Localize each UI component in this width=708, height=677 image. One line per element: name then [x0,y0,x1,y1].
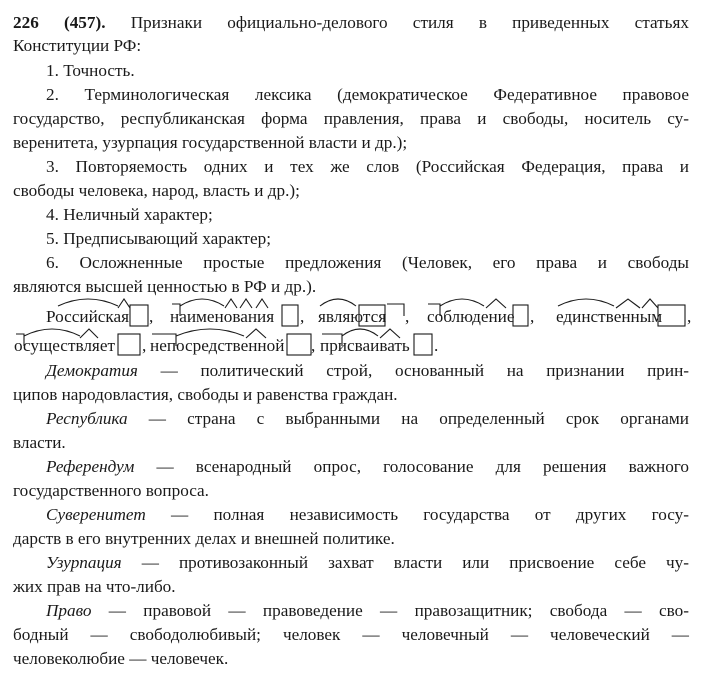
exercise-title-line-2: Конституции РФ: [13,36,142,55]
cognates-line: бодный — свободолюбивый; человек — человечный — человеческий — [13,625,689,644]
feature-line: 3. Повторяемость одних и тех же слов (Российская Федерация, права и [46,157,689,176]
definition-line: Узурпация — противозаконный захват власти или присвоение себе чу- [46,553,689,572]
root-arc [440,299,484,306]
root-arc [180,299,224,306]
root-arc [320,299,356,306]
feature-line: 2. Терминологическая лексика (демократическое Федеративное правовое [46,85,689,104]
feature-line: 5. Предписывающий характер; [46,229,272,248]
definition-term: Республика [46,409,128,428]
morph-punct: , [149,307,154,326]
cognates-line: Право — правовой — правоведение — правозащитник; свобода — сво- [46,601,689,620]
ending-box [414,334,432,355]
definition-line: жих прав на что-либо. [13,577,176,596]
cognates-line: человеколюбие — человечек. [13,649,229,668]
definition-line: Референдум — всенародный опрос, голосование для решения важного [46,457,689,476]
ending-box [287,334,311,355]
morph-punct: , [300,307,305,326]
morph-punct: . [434,336,439,355]
root-arc [342,329,378,336]
ending-box [282,305,298,326]
morph-word: наименования [170,307,275,326]
root-arc [558,299,614,306]
exercise-number: 226 (457). [13,13,106,32]
definition-line: государственного вопроса. [13,481,209,500]
morph-word: непосредственной [150,336,285,355]
feature-line: свободы человека, народ, власть и др.); [13,181,300,200]
feature-line: 4. Неличный характер; [46,205,213,224]
definition-line: ципов народовластия, свободы и равенства граждан. [13,385,398,404]
morph-punct: , [142,336,147,355]
morph-word: осуществляет [14,336,115,355]
feature-line: являются высшей ценностью в РФ и др.). [13,277,317,296]
feature-line: 6. Осложненные простые предложения (Человек, его права и свободы [46,253,689,272]
definition-line: Суверенитет — полная независимость государства от других госу- [46,505,689,524]
definition-term: Суверенитет [46,505,146,524]
feature-line: 1. Точность. [46,61,135,80]
postfix-mark [387,304,404,316]
morph-word: присваивать [320,336,410,355]
root-arc [24,329,80,336]
cognates-term: Право [46,601,92,620]
root-arc [176,329,244,336]
feature-line: государство, республиканская форма правления, права и свободы, носитель су- [13,109,689,128]
definition-line: власти. [13,433,66,452]
definition-line: Республика — страна с выбранными на определенный срок органами [46,409,689,428]
feature-line: веренитета, узурпация государственной власти и др.); [13,133,408,152]
definition-line: дарств в его внутренних делах и внешней политике. [13,529,395,548]
definition-line: Демократия — политический строй, основанный на признании прин- [46,361,689,380]
definition-term: Демократия [46,361,138,380]
ending-box [513,305,528,326]
morph-word: Российская [46,307,130,326]
ending-box [118,334,140,355]
morph-punct: , [687,307,692,326]
ending-box [130,305,148,326]
root-arc [58,299,118,306]
morph-word: являются [318,307,387,326]
definition-term: Узурпация [46,553,122,572]
morph-punct: , [405,307,410,326]
morph-word: соблюдение [427,307,515,326]
definition-term: Референдум [46,457,135,476]
exercise-title: Признаки официально-делового стиля в приведенных статьях [130,13,690,32]
morph-punct: , [530,307,535,326]
morph-punct: , [311,336,316,355]
morph-word: единственным [556,307,663,326]
